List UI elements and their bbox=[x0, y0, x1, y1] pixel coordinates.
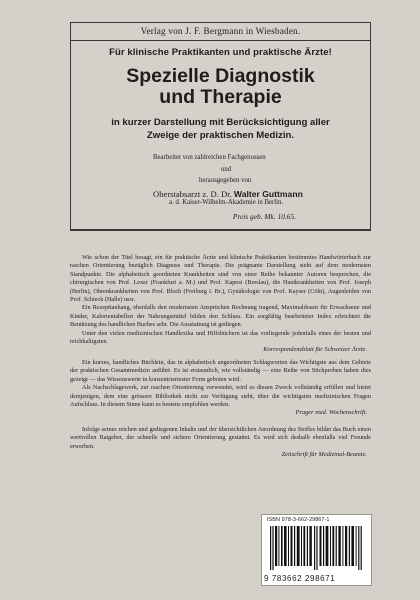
barcode-box bbox=[261, 514, 372, 586]
title-line-2: und Therapie bbox=[159, 86, 282, 108]
review-paragraph: Infolge seines reichen und gediegenen Inhalts und der übersichtlichen Anordnung des Stoffes bildet das Buch einen wertvollen Ratgeber, der schnelle und sichere Orientierung gestattet. Es wird sich deshalb ebenfalls viel Freunde erwerben. bbox=[70, 425, 371, 450]
review-source: Zeitschrift für Medizinal-Beamte. bbox=[281, 450, 367, 458]
review-source: Prager med. Wochenschrift. bbox=[295, 409, 367, 417]
book-subtitle bbox=[71, 116, 370, 142]
audience-line: Für klinische Praktikanten und praktische Ärzte! bbox=[109, 47, 332, 58]
reviews-section bbox=[70, 234, 371, 463]
editor-name: Walter Guttmann bbox=[233, 188, 303, 199]
price-line: Preis geb. Mk. 10.65. bbox=[232, 212, 296, 221]
advertisement-frame bbox=[70, 22, 371, 231]
editor-affiliation: a. d. Kaiser-Wilhelm-Akademie in Berlin. bbox=[169, 198, 284, 206]
and-word: und bbox=[221, 165, 232, 173]
divider-rule bbox=[71, 229, 370, 230]
editor-title: Oberstabsarzt z. D. Dr. bbox=[153, 188, 232, 199]
isbn-label: ISBN 978-3-662-29867-1 bbox=[267, 517, 330, 523]
book-title bbox=[71, 66, 370, 108]
review-paragraph: Unter den vielen medizinischen Handlexika und Hilfsbüchern ist das vorliegende jedenfalls eines der besten und reichhaltigsten. bbox=[70, 329, 371, 346]
publisher-line: Verlag von J. F. Bergmann in Wiesbaden. bbox=[71, 23, 370, 41]
editor-line bbox=[153, 189, 370, 199]
barcode-icon bbox=[270, 526, 366, 570]
review-paragraph: Wie schon der Titel besagt, ein für praktische Ärzte und klinische Praktikanten bestimmtes Handwörterbuch zur raschen Orientierung bezüglich Diagnose und Therapie. Die prägnante Darstellung steht auf dem modernsten Standpunkte. Die alphabetisch geordneten Krankheiten sind von einer Reihe bekannter Autoren besprochen, die chirurgischen von Prof. Lexer (Frankfurt a. M.) und Prof. Kaposi (Breslau), die Hautkrankheiten von Prof. Joseph (Berlin), Ohrenkrankheiten von Prof. Bloch (Freiburg i. Br.), Gynäkologie von Prof. Kayser (Cöln), Augenleiden von Prof. Schieck (Halle) usw. bbox=[70, 254, 371, 304]
review-paragraph: Ein kurzes, handliches Büchlein, das in alphabetisch angeordneten Schlagworten das Wichtigste aus dem Gebiete der praktischen Gesamtmedizin anführt. Es ist erstaunlich, wie vollständig — eine Reihe von Stichproben haben dies gezeigt — das Wissenswerte in konzentriertester Form geboten wird. bbox=[70, 358, 371, 383]
review-paragraph: Ein Rezepttanhang, ebenfalls den modernsten Ansprüchen Rechnung tragend, Maximaldosen für Erwachsene und Kinder, Kalorientabellen der Nahrungsmittel bilden den Schluss. Ein sorgfältig bearbeiteter Index erleichtert die Benützung des handlichen Buches sehr. Die Ausstattung ist gediegen. bbox=[70, 304, 371, 329]
published-by: herausgegeben von bbox=[199, 177, 252, 184]
review-paragraph: Als Nachschlagewerk, zur raschen Orientierung verwendet, wird es diesen Zweck vollständig erfüllen und bietet demjenigen, dem eine grössere Bibliothek nicht zur Verfügung steht, über die wichtigsten medizinischen Fragen Aufschluss. In diesem Sinne kann es bestens empfohlen werden. bbox=[70, 384, 371, 408]
review-source: Korrespondenzblatt für Schweizer Ärzte. bbox=[263, 346, 367, 354]
title-line-1: Spezielle Diagnostik bbox=[126, 65, 315, 87]
subtitle-line-1: in kurzer Darstellung mit Berücksichtigung aller bbox=[111, 117, 330, 128]
edited-by: Bearbeitet von zahlreichen Fachgenossen bbox=[153, 154, 266, 161]
subtitle-line-2: Zweige der praktischen Medizin. bbox=[146, 130, 295, 141]
barcode-digits: 9 783662 298671 bbox=[264, 574, 336, 583]
